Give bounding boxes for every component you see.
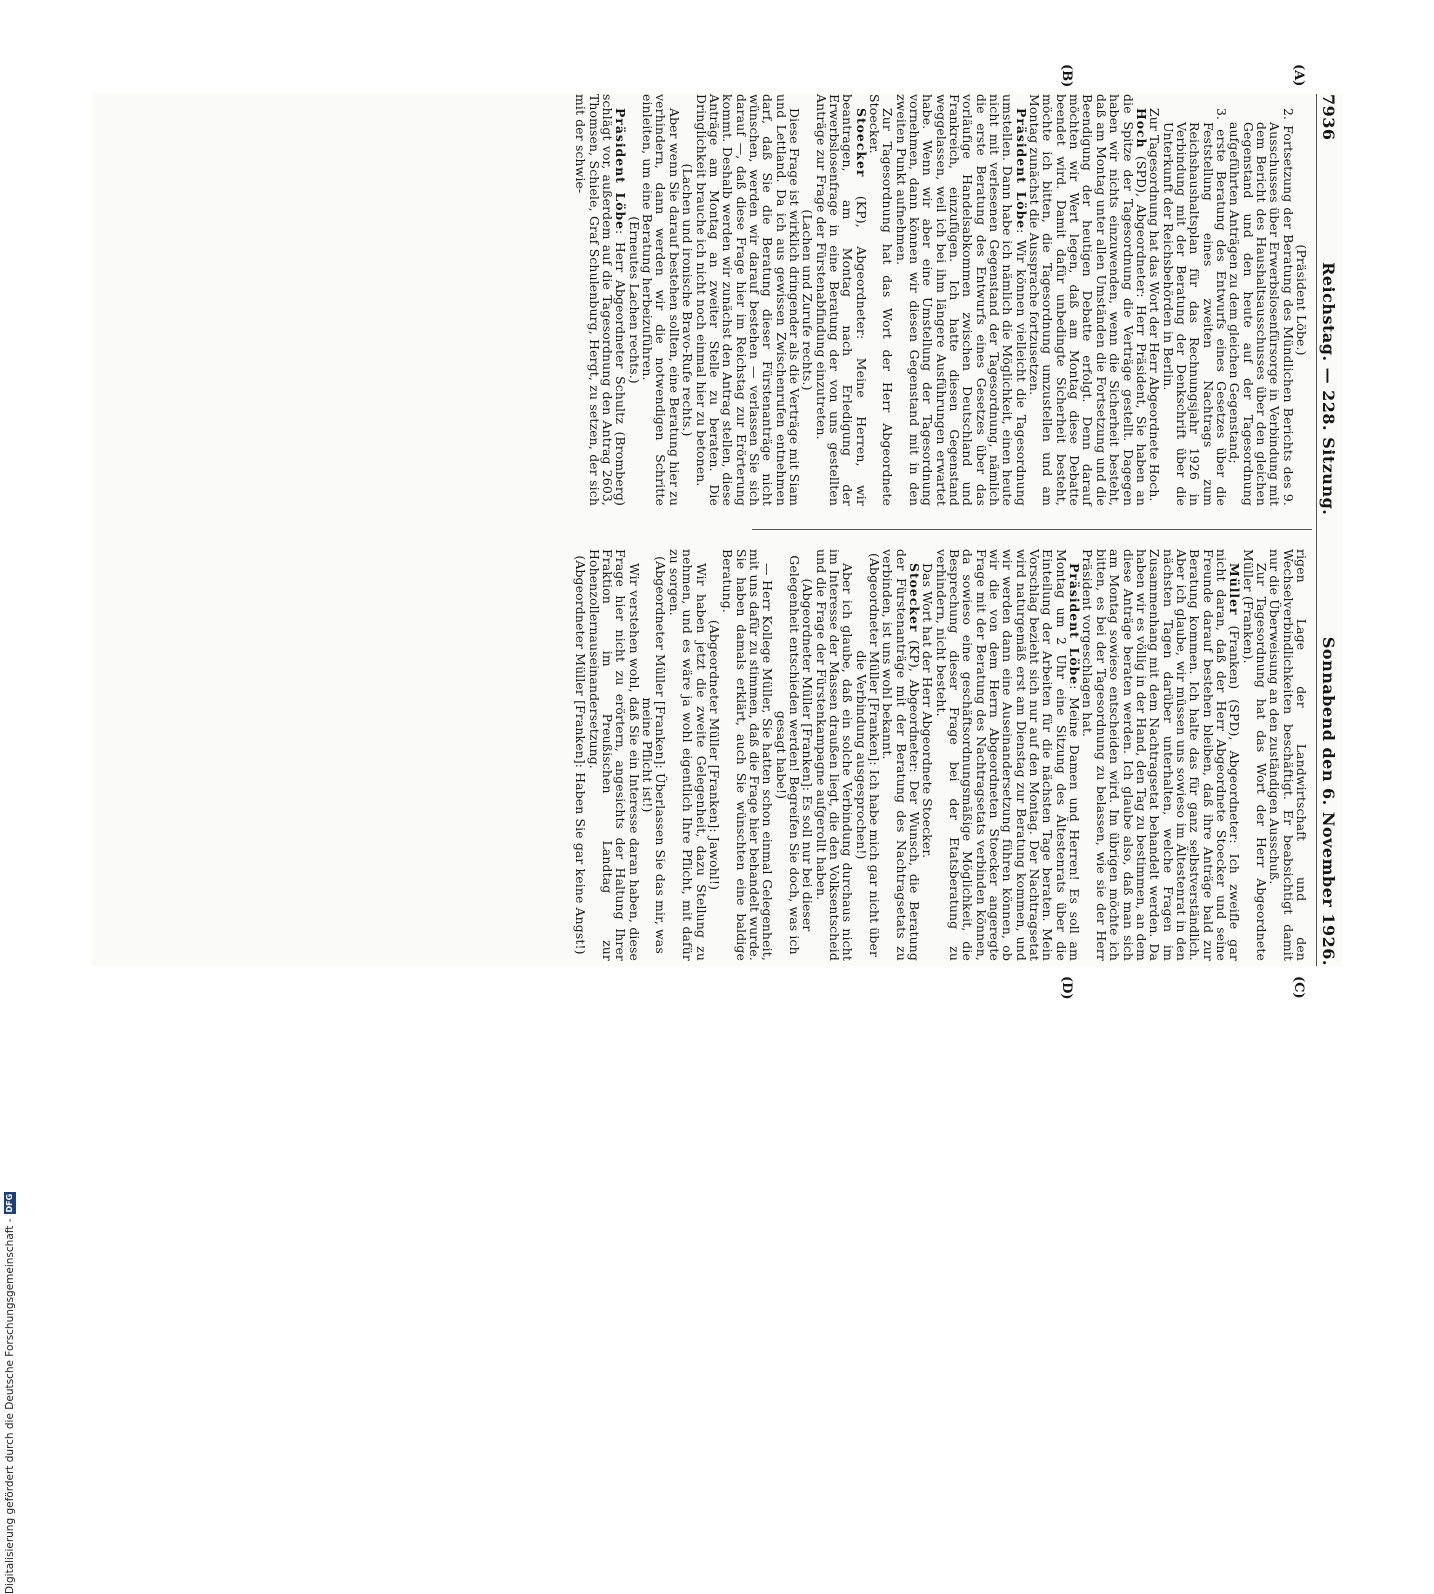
paragraph-text: rigen Lage der Landwirtschaft und den Wechselverbindlichkeiten beschäftigt. Er beabsichtigt damit nur die Überweisung an den zuständigen Ausschuß.	[1267, 549, 1309, 961]
right-column	[574, 549, 1308, 961]
paragraph-text: Aber wenn Sie darauf bestehen sollten, eine Beratung hier zu verhindern, dann werden wir die notwendigen Schritte einleiten, um eine Beratung herbeizuführen.	[640, 94, 682, 506]
speaker-name: Präsident Löbe	[613, 108, 629, 231]
page-title: Reichstag. — 228. Sitzung.	[1319, 262, 1338, 516]
interjection	[574, 549, 587, 961]
paragraph-text: Diese Frage ist wirklich dringender als die Verträge mit Siam und Lettland. Da ich aus gewissen Zwischenrufen entnehmen darf, daß Sie die Beratung dieser Fürstenanträge nicht wünschen, werden wir darauf bestehen — verlassen Sie sich darauf —, daß diese Frage hier im Reichstag zur Erörterung kommt. Deshalb werden wir zunächst den Antrag stellen, diese Anträge am Montag an zweiter Stelle zu beraten. Die Dringlichkeit brauche ich nicht noch einmal hier zu betonen.	[693, 94, 802, 506]
speech-paragraph	[1028, 94, 1148, 506]
margin-mark-b: (B)	[1059, 64, 1074, 88]
paragraph-text: Das Wort hat der Herr Abgeordnete Stoecker.	[920, 563, 936, 859]
speech-paragraph	[814, 94, 867, 506]
speaker-name: Stoecker	[853, 108, 869, 178]
dfg-logo: DFG	[5, 1193, 14, 1213]
agenda-item	[1228, 94, 1295, 506]
paragraph-text: : Meine Damen und Herren! Es soll am Montag um 2 Uhr eine Sitzung des Ältestenrats über die Einteilung der Arbeiten für die nächsten Tage beraten. Mein Vorschlag bezieht sich nur auf den Montag. Der Nachtragsetat wird naturgemäß erst am Dienstag zur Beratung kommen, und wir werden dann eine Auseinandersetzung führen können, ob wir die von dem Herrn Abgeordneten Stoecker angeregte Frage mit der Beratung des Nachtragsetats verbinden können, da sowieso eine geschäftsordnungsmäßige Möglichkeit, die Besprechung dieser Frage bei der Etatsberatung zu verhindern, nicht besteht.	[933, 549, 1083, 961]
interjection	[774, 549, 814, 961]
paragraph-text: (KP), Abgeordneter: Der Wunsch, die Beratung der Fürstenanträge mit der Beratung des Nachtragsetats zu verbinden, ist uns wohl bekannt.	[880, 549, 923, 961]
paragraph-text: (Erneutes Lachen rechts.)	[626, 216, 642, 384]
page-number: 7936	[1319, 94, 1338, 141]
speaker-name: Präsident Löbe	[1067, 563, 1083, 686]
speech-paragraph	[881, 549, 921, 961]
margin-mark-a: (A)	[1291, 64, 1306, 87]
page-header	[1316, 94, 1342, 966]
interjection	[708, 549, 721, 961]
paragraph-text: (Franken) (SPD), Abgeordneter: Ich zweifle gar nicht daran, daß der Herr Abgeordnete Stoecker und seine Freunde darauf bestehen bleiben, daß ihre Anträge bald zur Beratung kommen. Ich halte das für ganz selbstverständlich. Aber ich glaube, wir müssen uns sowieso im Ältestenrat in den nächsten Tagen darüber unterhalten, welche Fragen im Zusammenhang mit dem Nachtragsetat behandelt werden. Da haben wir es völlig in der Hand, den Tag zu bestimmen, an dem diese Anträge beraten werden. Ich glaube also, daß man sich am Montag sowieso entscheiden wird. Im übrigen möchte ich bitten, es bei der Tagesordnung zu belassen, wie sie der Herr Präsident vorgeschlagen hat.	[1080, 549, 1243, 961]
page-date: Sonnabend den 6. November 1926.	[1319, 636, 1338, 966]
scanned-page	[92, 64, 1342, 1000]
paragraph-text: (Abgeordneter Müller [Franken]: Jawohl!)	[706, 619, 722, 891]
paragraph-text: : Herr Abgeordneter Schultz (Bromberg) schlägt vor, außerdem auf die Tagesordnung den Antrag 2603, Thomsen, Schiele, Graf Schulenburg, Hergt, zu setzen, der sich mit der schwie-	[573, 94, 629, 506]
speech-paragraph	[1081, 549, 1241, 961]
paragraph-text: (KP), Abgeordneter: Meine Herren, wir beantragen, am Montag nach Erledigung der Erwerbslosenfrage in eine Beratung der von uns gestellten Anträge zur Frage der Fürstenabfindung einzutreten.	[813, 94, 869, 506]
paragraph	[694, 94, 801, 506]
paragraph-text: (Abgeordneter Müller [Franken]: Es soll nur bei dieser Gelegenheit entschieden werden! Begreifen Sie doch, was ich gesagt habe!)	[773, 555, 816, 955]
paragraph	[921, 549, 934, 961]
paragraph-text: (Präsident Löbe.)	[1294, 244, 1309, 356]
speaker-name: Müller	[1227, 563, 1243, 616]
left-column	[574, 94, 1308, 506]
paragraph	[814, 549, 854, 961]
paragraph	[1241, 549, 1268, 961]
paragraph-text: : Wir können vielleicht die Tagesordnung umstellen. Dann habe ich nämlich die Möglichkeit, einen heute nicht mit verlesenen Gegenstand der Tagesordnung, nämlich die erste Beratung des Entwurfs eines Gesetzes über das vorläufige Handelsabkommen zwischen Deutschland und Frankreich, einzufügen. Ich hatte diesen Gegenstand weggelassen, weil ich bei ihm längere Ausführungen erwartet habe. Wenn wir aber eine Umstellung der Tagesordnung vornehmen, dann können wir diesen Gegenstand mit in den zweiten Punkt aufnehmen.	[893, 94, 1029, 506]
paragraph	[587, 549, 640, 961]
paragraph-text: Zur Tagesordnung hat das Wort der Herr Abgeordnete Müller (Franken).	[1240, 549, 1269, 961]
paragraph-text: Aber ich glaube, daß ein solche Verbindung durchaus nicht im Interesse der Massen draußen liegt, die den Volksentscheid und die Frage der Fürstenkampagne aufgerollt haben.	[813, 549, 856, 961]
paragraph-text: 2. Fortsetzung der Beratung des Mündlichen Berichts des 9. Ausschusses über Erwerbslosenfürsorge in Verbindung mit dem Bericht des Haushaltsausschusses über den gleichen Gegenstand und den heute auf der Tagesordnung aufgeführten Anträgen zu dem gleichen Gegenstand;	[1227, 108, 1296, 506]
margin-mark-d: (D)	[1059, 976, 1074, 1000]
paragraph-text: (Abgeordneter Müller [Franken]: Ich habe mich gar nicht über die Verbindung ausgesprochen!)	[853, 552, 882, 958]
interjection	[641, 549, 668, 961]
interjection	[854, 549, 881, 961]
speaker-name: Hoch	[1133, 108, 1149, 149]
paragraph-text: — Herr Kollege Müller, Sie hatten schon einmal Gelegenheit, mit uns dafür zu stimmen, daß die Frage hier behandelt wurde. Sie haben damals erklärt, auch Sie wünschten eine baldige Beratung.	[720, 549, 776, 961]
agenda-item	[1161, 94, 1228, 506]
speech-paragraph	[934, 549, 1081, 961]
paragraph	[1148, 94, 1161, 506]
interjection	[627, 94, 640, 506]
paragraph-text: (Abgeordneter Müller [Franken]: Überlassen Sie das mir, was meine Pflicht ist!)	[640, 556, 669, 954]
paragraph-text: Wir verstehen wohl, daß Sie ein Interesse daran haben, diese Frage hier nicht zu erörtern, angesichts der Haltung Ihrer Fraktion im Preußischen Landtag zur Hohenzollernauseinandersetzung.	[586, 549, 642, 961]
interjection	[1295, 94, 1308, 506]
paragraph	[868, 94, 895, 506]
digitization-credit	[0, 604, 20, 1594]
interjection	[681, 94, 694, 506]
paragraph	[668, 549, 708, 961]
paragraph-text: (Lachen und Zurufe rechts.)	[800, 209, 816, 391]
paragraph-text: Zur Tagesordnung hat das Wort der Herr Abgeordnete Hoch.	[1147, 108, 1163, 502]
paragraph-text: Zur Tagesordnung hat das Wort der Herr Abgeordnete Stoecker.	[867, 94, 896, 506]
paragraph-text: Wir haben jetzt die zweite Gelegenheit, dazu Stellung zu nehmen, und es wäre ja wohl eigentlich Ihre Pflicht, mit dafür zu sorgen.	[666, 549, 709, 961]
speech-paragraph	[894, 94, 1027, 506]
interjection	[801, 94, 814, 506]
paragraph	[721, 549, 774, 961]
margin-mark-c: (C)	[1291, 976, 1306, 999]
paragraph	[641, 94, 681, 506]
speaker-name: Stoecker	[907, 563, 923, 633]
credit-text: Digitalisierung gefördert durch die Deutsche Forschungsgemeinschaft -	[4, 1218, 16, 1594]
paragraph-text: (SPD), Abgeordneter: Herr Präsident, Sie haben an die Spitze der Tagesordnung die Verträge gestellt. Dagegen haben wir nichts einzuwenden, wenn die Sicherheit besteht, daß am Montag unter allen Umständen die Fortsetzung und die Beendigung der heutigen Debatte erfolgt. Denn darauf möchten wir Wert legen, daß am Montag diese Debatte beendet wird. Damit dafür unbedingte Sicherheit besteht, möchte ich bitten, die Tagesordnung umzustellen und am Montag zunächst die Aussprache fortzusetzen.	[1027, 94, 1149, 506]
speech-paragraph	[574, 94, 627, 506]
paragraph-text: (Lachen und ironische Bravo-Rufe rechts.)	[680, 163, 696, 437]
column-divider	[752, 529, 1312, 530]
paragraph-text: 3. erste Beratung des Entwurfs eines Gesetzes über die Feststellung eines zweiten Nachtrags zum Reichshaushaltsplan für das Rechnungsjahr 1926 in Verbindung mit der Beratung der Denkschrift über die Unterkunft der Reichsbehörden in Berlin.	[1160, 108, 1229, 506]
paragraph	[1268, 549, 1308, 961]
speaker-name: Präsident Löbe	[1013, 108, 1029, 230]
paragraph-text: (Abgeordneter Müller [Franken]: Haben Sie gar keine Angst!)	[573, 555, 589, 955]
